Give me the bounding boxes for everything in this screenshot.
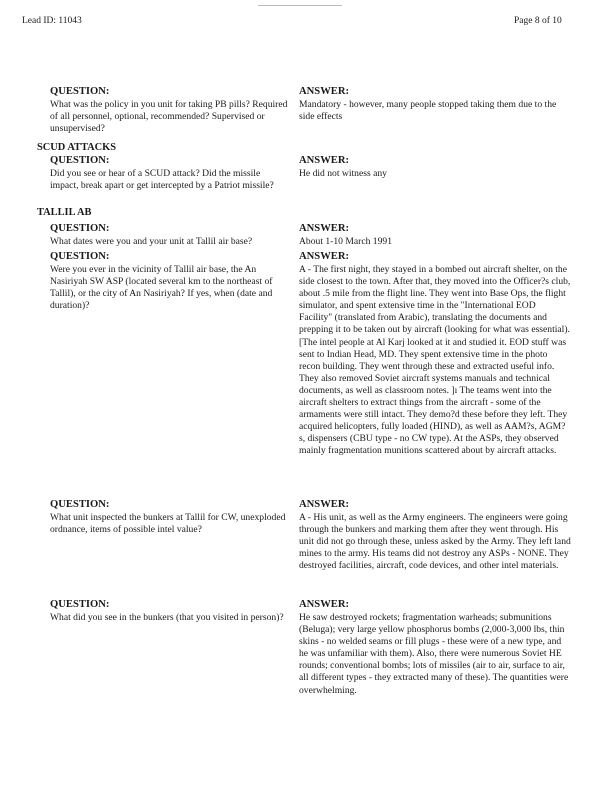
answer-label: ANSWER:	[299, 251, 350, 262]
question-text: What did you see in the bunkers (that you visited in person)?	[50, 612, 284, 623]
answer-text: A - His unit, as well as the Army engineers. The engineers were going through the bunkers and marking them after they went through. His unit did not go through these, unless asked by the Army. They left land mines to the army. His teams did not destroy any ASPs - NONE. They destroyed facilities, aircraft, code devices, and other intel materials.	[299, 512, 571, 572]
lead-id: Lead ID: 11043	[22, 16, 82, 26]
answer-text: Mandatory - however, many people stopped taking them due to the side effects	[299, 99, 557, 123]
question-text: What was the policy in you unit for taking PB pills? Required of all personnel, optional, recommended? Supervised or unsupervised?	[50, 99, 288, 135]
question-text: What unit inspected the bunkers at Tallil for CW, unexploded ordnance, items of possible intel value?	[50, 512, 286, 536]
answer-text: He did not witness any	[299, 168, 387, 179]
question-label: QUESTION:	[50, 86, 110, 97]
answer-text: He saw destroyed rockets; fragmentation warheads; submunitions (Beluga); very large yellow phosphorus bombs (2,000-3,000 lbs, thin skins - no welded seams or fill plugs - these were of a new type, and he was unfamiliar with them). Also, there were numerous Soviet HE rounds; conventional bombs; lots of missiles (air to air, surface to air, all different types - they extracted many of these). The quantities were overwhelming.	[299, 612, 569, 696]
section-heading-tallil: TALLIL AB	[37, 207, 92, 218]
answer-label: ANSWER:	[299, 599, 350, 610]
answer-text: A - The first night, they stayed in a bombed out aircraft shelter, on the side closest to the town. After that, they moved into the Officer?s club, about .5 mile from the flight line. They went into Base Ops, the flight simulator, and spent extensive time in the "International EOD Facility" (translated from Arabic), translating the documents and prepping it to be taken out by aircraft (looking for what was essential). [The intel people at Al Karj looked at it and studied it. EOD stuff was sent to Indian Head, MD. They spent extensive time in the photo recon building. They went through these and extracted useful info. They also removed Soviet aircraft systems manuals and technical documents, as well as classroom notes. ]ı The teams went into the aircraft shelters to extract things from the aircraft - some of the armaments were still intact. They demo?d these before they left. They acquired helicopters, fully loaded (HIND), as well as AAM?s, AGM?s, dispensers (CBU type - no CW type). At the ASPs, they observed mainly fragmentation munitions scattered about by aircraft attacks.	[299, 264, 571, 457]
question-text: Were you ever in the vicinity of Tallil air base, the An Nasiriyah SW ASP (located several km to the northeast of Tallil), or the city of An Nasiriyah? If yes, when (date and duration)?	[50, 264, 273, 312]
question-label: QUESTION:	[50, 499, 110, 510]
answer-text: About 1-10 March 1991	[299, 236, 392, 247]
answer-block-1	[299, 85, 571, 123]
section-heading-scud: SCUD ATTACKS	[37, 142, 117, 153]
answer-block-5	[299, 498, 571, 572]
question-text: Did you see or hear of a SCUD attack? Did the missile impact, break apart or get intercepted by a Patriot missile?	[50, 168, 274, 192]
question-label: QUESTION:	[50, 223, 110, 234]
question-block-4	[50, 250, 288, 312]
answer-block-3	[299, 222, 571, 248]
question-block-5	[50, 498, 288, 536]
question-label: QUESTION:	[50, 155, 110, 166]
answer-label: ANSWER:	[299, 223, 350, 234]
answer-block-6	[299, 598, 571, 697]
answer-label: ANSWER:	[299, 499, 350, 510]
question-label: QUESTION:	[50, 599, 110, 610]
answer-block-2	[299, 154, 571, 180]
question-block-3	[50, 222, 288, 248]
page-number: Page 8 of 10	[514, 16, 562, 26]
answer-label: ANSWER:	[299, 155, 350, 166]
question-label: QUESTION:	[50, 251, 110, 262]
top-rule	[258, 5, 342, 6]
question-text: What dates were you and your unit at Tallil air base?	[50, 236, 253, 247]
question-block-1	[50, 85, 288, 135]
answer-block-4	[299, 250, 571, 458]
question-block-6	[50, 598, 288, 624]
question-block-2	[50, 154, 288, 192]
answer-label: ANSWER:	[299, 86, 350, 97]
